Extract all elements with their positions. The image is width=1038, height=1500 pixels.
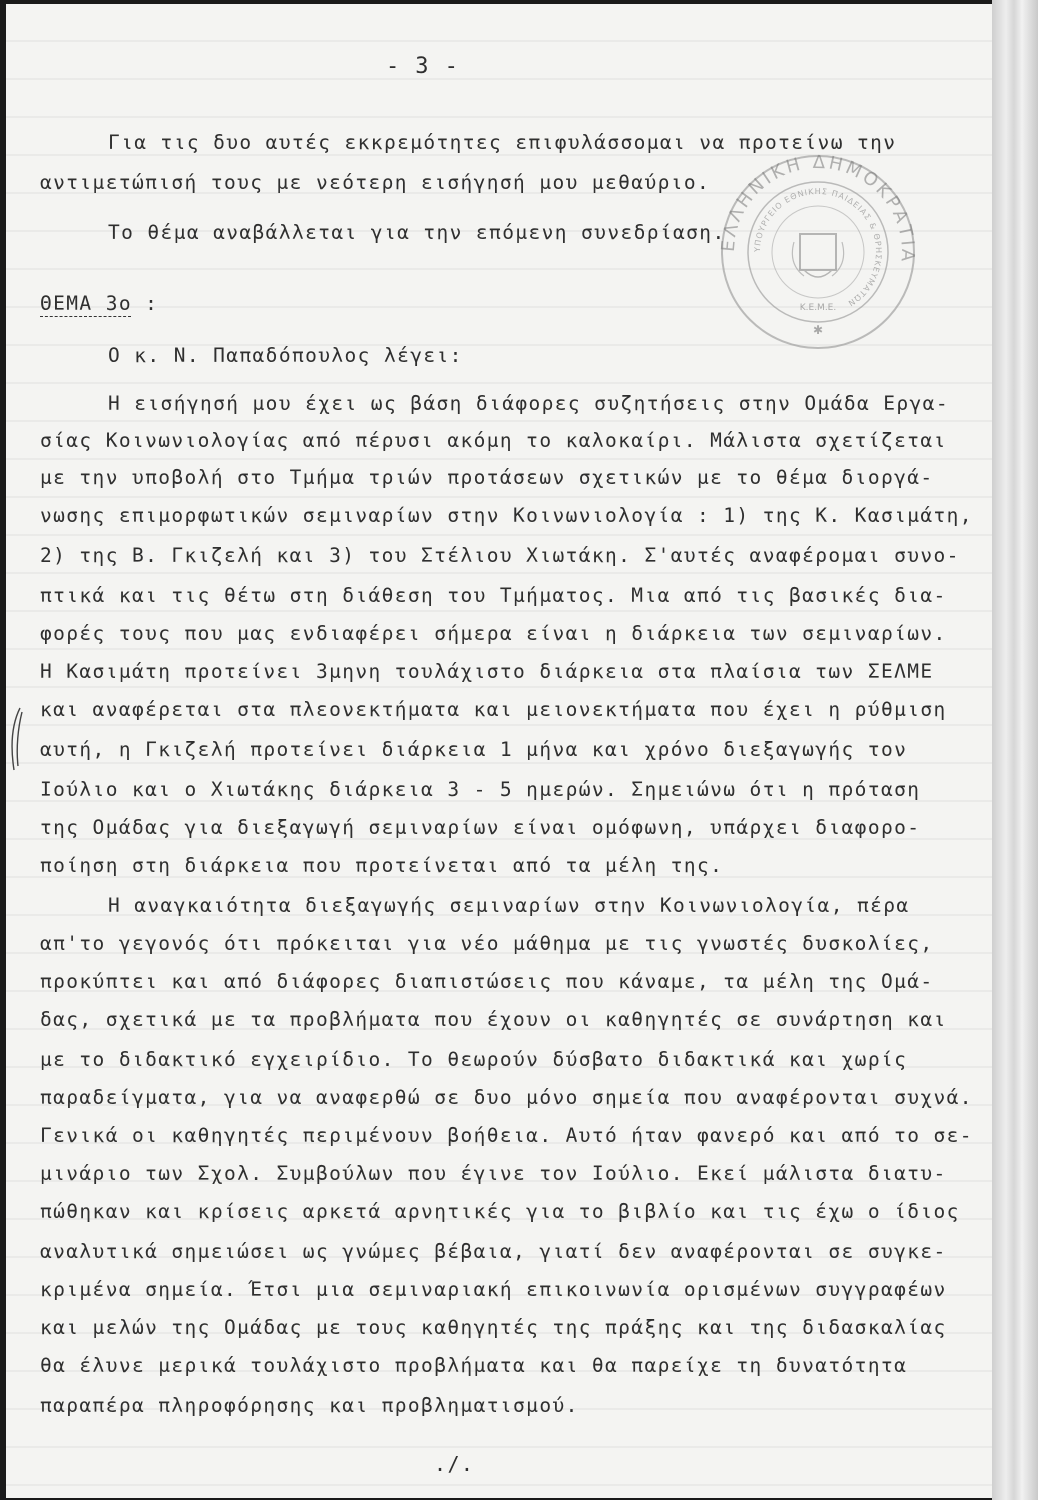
- text-line: 2) της Β. Γκιζελή και 3) του Στέλιου Χιωτάκη. Σ'αυτές αναφέρομαι συνο-: [40, 544, 960, 567]
- text-line: απ'το γεγονός ότι πρόκειται για νέο μάθημα με τις γνωστές δυσκολίες,: [40, 932, 934, 955]
- text-line: Η αναγκαιότητα διεξαγωγής σεμιναρίων στην Κοινωνιολογία, πέρα: [108, 894, 910, 917]
- text-line: θα έλυνε μερικά τουλάχιστο προβλήματα και θα παρείχε τη δυνατότητα: [40, 1354, 908, 1377]
- document-page: [6, 4, 992, 1498]
- text-line: κριμένα σημεία. Έτσι μια σεμιναριακή επικοινωνία ορισμένων συγγραφέων: [40, 1278, 947, 1301]
- text-line: Η Κασιμάτη προτείνει 3μηνη τουλάχιστο διάρκεια στα πλαίσια των ΣΕΛΜΕ: [40, 660, 934, 683]
- text-line: νωσης επιμορφωτικών σεμιναρίων στην Κοινωνιολογία : 1) της Κ. Κασιμάτη,: [40, 504, 973, 527]
- text-line: Η εισήγησή μου έχει ως βάση διάφορες συζητήσεις στην Ομάδα Εργα-: [108, 392, 949, 415]
- text-line: προκύπτει και από διάφορες διαπιστώσεις που κάναμε, τα μέλη της Ομά-: [40, 970, 934, 993]
- page-number: - 3 -: [386, 54, 460, 79]
- text-line: Για τις δυο αυτές εκκρεμότητες επιφυλάσσομαι να προτείνω την: [108, 131, 897, 154]
- text-line: φορές τους που μας ενδιαφέρει σήμερα είναι η διάρκεια των σεμιναρίων.: [40, 622, 947, 645]
- official-seal-stamp: [718, 152, 918, 352]
- text-line: και αναφέρεται στα πλεονεκτήματα και μειονεκτήματα που έχει η ρύθμιση: [40, 698, 947, 721]
- text-line: Γενικά οι καθηγητές περιμένουν βοήθεια. Αυτό ήταν φανερό και από το σε-: [40, 1124, 973, 1147]
- section-heading-label: ΘΕΜΑ 3ο: [40, 292, 132, 315]
- coat-of-arms-icon: [792, 234, 843, 277]
- text-line: σίας Κοινωνιολογίας από πέρυσι ακόμη το καλοκαίρι. Μάλιστα σχετίζεται: [40, 429, 947, 452]
- text-line: παραπέρα πληροφόρησης και προβληματισμού.: [40, 1394, 579, 1417]
- section-heading: [40, 292, 158, 315]
- text-line: της Ομάδας για διεξαγωγή σεμιναρίων είναι ομόφωνη, υπάρχει διαφορο-: [40, 816, 921, 839]
- star-icon: ✱: [812, 323, 824, 337]
- stamp-bottom-text: Κ.Ε.Μ.Ε.: [799, 303, 837, 313]
- text-line: δας, σχετικά με τα προβλήματα που έχουν οι καθηγητές σε συνάρτηση και: [40, 1008, 947, 1031]
- text-line: πτικά και τις θέτω στη διάθεση του Τμήματος. Μια από τις βασικές δια-: [40, 584, 947, 607]
- text-line: Το θέμα αναβάλλεται για την επόμενη συνεδρίαση.: [108, 221, 726, 244]
- stamp-inner-text: ΥΠΟΥΡΓΕΙΟ ΕΘΝΙΚΗΣ ΠΑΙΔΕΙΑΣ & ΘΡΗΣΚΕΥΜΑΤΩΝ: [752, 186, 884, 309]
- text-line: παραδείγματα, για να αναφερθώ σε δυο μόνο σημεία που αναφέρονται συχνά.: [40, 1086, 973, 1109]
- text-line: αυτή, η Γκιζελή προτείνει διάρκεια 1 μήνα και χρόνο διεξαγωγής τον: [40, 738, 908, 761]
- text-line: αναλυτικά σημειώσει ως γνώμες βέβαια, γιατί δεν αναφέρονται σε συγκε-: [40, 1240, 947, 1263]
- text-line: με το διδακτικό εγχειρίδιο. Το θεωρούν δύσβατο διδακτικά και χωρίς: [40, 1048, 908, 1071]
- text-line: αντιμετώπισή τους με νεότερη εισήγησή μου μεθαύριο.: [40, 171, 711, 194]
- text-line: και μελών της Ομάδας με τους καθηγητές της πράξης και της διδασκαλίας: [40, 1316, 947, 1339]
- continuation-mark: ./.: [434, 1452, 475, 1476]
- text-line: ποίηση στη διάρκεια που προτείνεται από τα μέλη της.: [40, 854, 724, 877]
- handwritten-margin-mark: [6, 704, 30, 774]
- text-line: με την υποβολή στο Τμήμα τριών προτάσεων σχετικών με το θέμα διοργά-: [40, 466, 934, 489]
- stamp-outer-text: ΕΛΛΗΝΙΚΗ ΔΗΜΟΚΡΑΤΙΑ: [718, 152, 918, 265]
- text-line: πώθηκαν και κρίσεις αρκετά αρνητικές για το βιβλίο και τις έχω ο ίδιος: [40, 1200, 960, 1223]
- text-line: Ο κ. Ν. Παπαδόπουλος λέγει:: [108, 344, 463, 367]
- text-line: Ιούλιο και ο Χιωτάκης διάρκεια 3 - 5 ημερών. Σημειώνω ότι η πρόταση: [40, 778, 921, 801]
- section-heading-colon: :: [131, 292, 159, 315]
- page-binding-edge: [992, 0, 1038, 1500]
- text-line: μινάριο των Σχολ. Συμβούλων που έγινε τον Ιούλιο. Εκεί μάλιστα διατυ-: [40, 1162, 947, 1185]
